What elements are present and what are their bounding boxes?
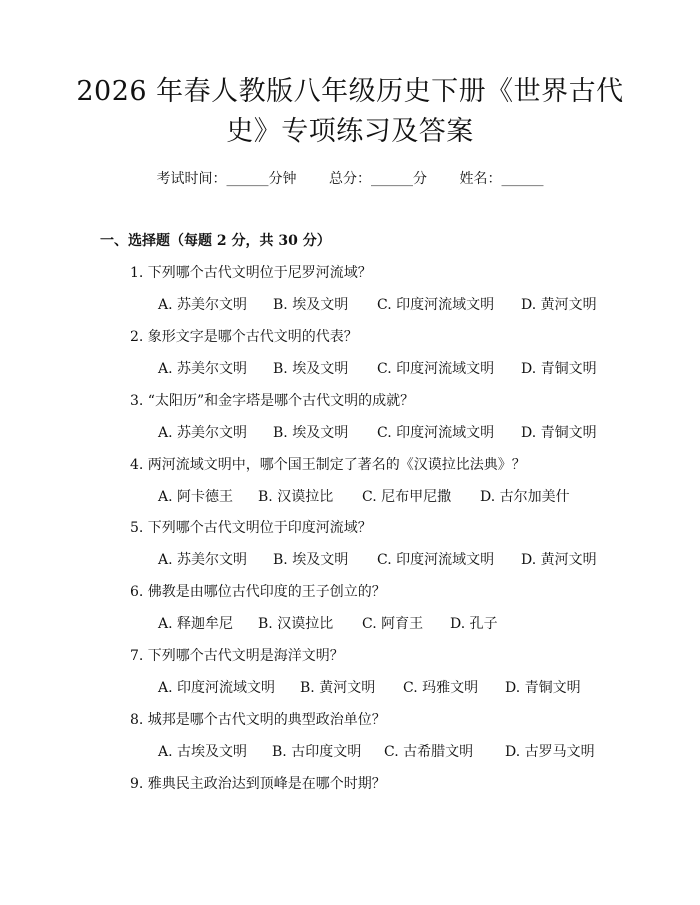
answer-option: A. 古埃及文明 [158, 744, 248, 760]
answer-option: A. 印度河流域文明 [158, 680, 276, 696]
student-name: 姓名：______ [459, 171, 544, 187]
answer-option: A. 苏美尔文明 [158, 297, 248, 313]
section-heading: 一、选择题（每题 2 分，共 30 分） [100, 233, 331, 249]
answer-option: D. 古罗马文明 [505, 744, 595, 760]
answer-option: A. 阿卡德王 [158, 489, 234, 505]
answer-option: A. 苏美尔文明 [158, 425, 248, 441]
question-text: 2. 象形文字是哪个古代文明的代表？ [130, 329, 358, 345]
answer-option: B. 埃及文明 [273, 425, 349, 441]
answer-option: C. 玛雅文明 [403, 680, 479, 696]
answer-option: D. 黄河文明 [521, 552, 597, 568]
exam-meta [0, 168, 700, 188]
answer-option: A. 释迦牟尼 [158, 616, 234, 632]
answer-option: C. 印度河流域文明 [377, 552, 495, 568]
exam-time: 考试时间：______分钟 [156, 171, 297, 187]
answer-option: D. 古尔加美什 [480, 489, 570, 505]
answer-option: C. 印度河流域文明 [377, 361, 495, 377]
answer-option: C. 印度河流域文明 [377, 425, 495, 441]
question-text: 1. 下列哪个古代文明位于尼罗河流域？ [130, 265, 372, 281]
answer-option: B. 古印度文明 [272, 744, 362, 760]
answer-option: B. 埃及文明 [273, 297, 349, 313]
answer-option: C. 尼布甲尼撒 [362, 489, 452, 505]
answer-option: D. 孔子 [450, 616, 498, 632]
document-title [0, 72, 700, 152]
question-text: 4. 两河流域文明中，哪个国王制定了著名的《汉谟拉比法典》？ [130, 457, 526, 473]
answer-option: D. 青铜文明 [521, 425, 597, 441]
answer-option: D. 青铜文明 [505, 680, 581, 696]
question-text: 7. 下列哪个古代文明是海洋文明？ [130, 648, 344, 664]
title-line-2: 史》专项练习及答案 [226, 116, 474, 147]
answer-option: B. 汉谟拉比 [258, 616, 334, 632]
title-line-1: 2026 年春人教版八年级历史下册《世界古代 [76, 76, 624, 107]
answer-option: A. 苏美尔文明 [158, 552, 248, 568]
answer-option: C. 印度河流域文明 [377, 297, 495, 313]
question-text: 9. 雅典民主政治达到顶峰是在哪个时期？ [130, 776, 386, 792]
answer-option: B. 埃及文明 [273, 552, 349, 568]
question-text: 8. 城邦是哪个古代文明的典型政治单位？ [130, 712, 386, 728]
answer-option: D. 青铜文明 [521, 361, 597, 377]
answer-option: C. 古希腊文明 [384, 744, 474, 760]
exam-score: 总分：______分 [329, 171, 427, 187]
question-text: 3. “太阳历”和金字塔是哪个古代文明的成就？ [130, 393, 415, 409]
answer-option: B. 黄河文明 [300, 680, 376, 696]
question-text: 6. 佛教是由哪位古代印度的王子创立的？ [130, 584, 386, 600]
answer-option: B. 埃及文明 [273, 361, 349, 377]
answer-option: D. 黄河文明 [521, 297, 597, 313]
question-text: 5. 下列哪个古代文明位于印度河流域？ [130, 520, 372, 536]
answer-option: A. 苏美尔文明 [158, 361, 248, 377]
answer-option: B. 汉谟拉比 [258, 489, 334, 505]
answer-option: C. 阿育王 [362, 616, 424, 632]
